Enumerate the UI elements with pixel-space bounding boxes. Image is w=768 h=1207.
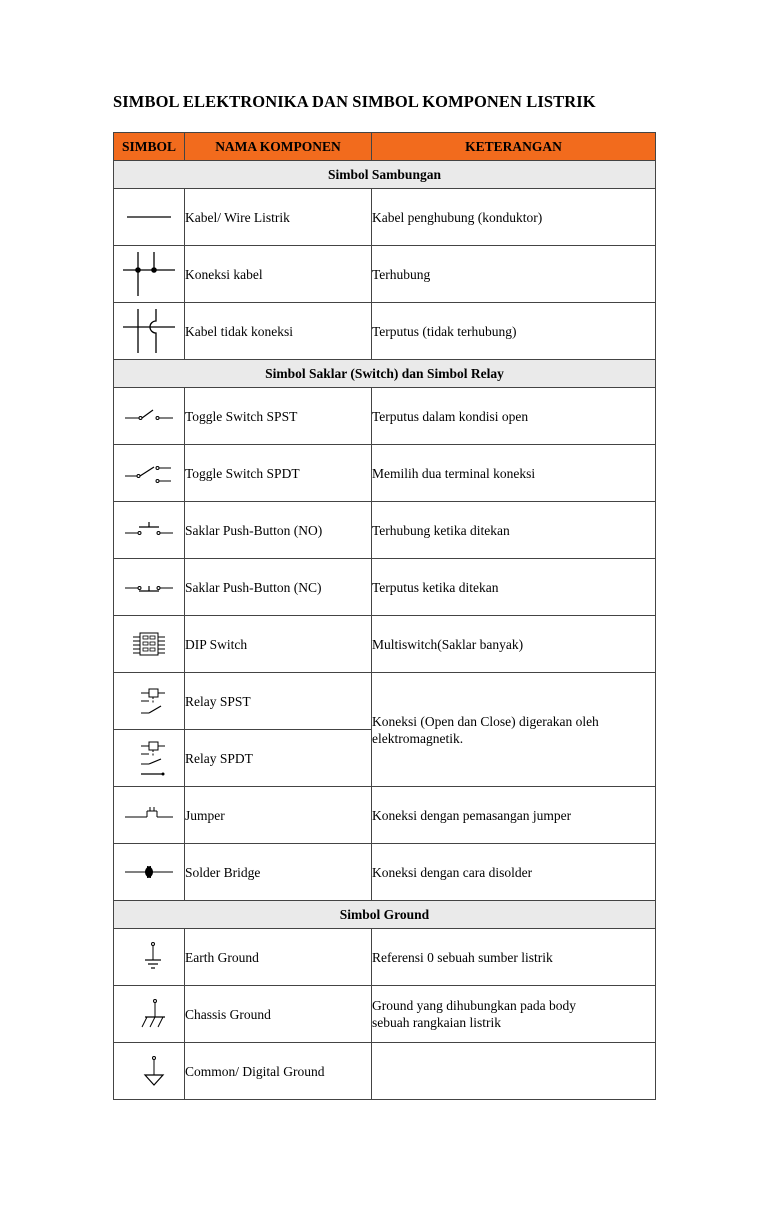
spdt-switch-icon [119, 448, 179, 498]
component-name: DIP Switch [185, 616, 372, 673]
section-row [114, 161, 656, 189]
header-symbol: SIMBOL [114, 133, 185, 161]
wire-crossover-icon [119, 306, 179, 356]
table-row [114, 246, 656, 303]
table-row [114, 189, 656, 246]
chassis-desc-line1: Ground yang dihubungkan pada body [372, 998, 576, 1013]
table-row [114, 388, 656, 445]
table-row [114, 1043, 656, 1100]
table-header-row [114, 133, 656, 161]
earth-ground-icon [119, 932, 179, 982]
component-desc [372, 986, 656, 1043]
table-row [114, 445, 656, 502]
spst-switch-icon [119, 391, 179, 441]
component-desc: Terhubung [372, 246, 656, 303]
component-desc-relay [372, 673, 656, 787]
relay-desc-line2: elektromagnetik. [372, 730, 464, 746]
page-title: SIMBOL ELEKTRONIKA DAN SIMBOL KOMPONEN LISTRIK [113, 92, 596, 111]
table-row [114, 844, 656, 901]
component-desc: Koneksi dengan cara disolder [372, 844, 656, 901]
component-desc: Multiswitch(Saklar banyak) [372, 616, 656, 673]
jumper-icon [119, 790, 179, 840]
component-desc: Terputus ketika ditekan [372, 559, 656, 616]
relay-spst-icon [119, 676, 179, 726]
push-button-nc-icon [119, 562, 179, 612]
relay-desc-line1: Koneksi (Open dan Close) digerakan oleh [372, 713, 599, 729]
wire-junction-icon [119, 249, 179, 299]
section-title-saklar: Simbol Saklar (Switch) dan Simbol Relay [114, 360, 656, 388]
push-button-no-icon [119, 505, 179, 555]
component-name: Relay SPDT [185, 730, 372, 787]
table-row [114, 929, 656, 986]
digital-ground-icon [119, 1046, 179, 1096]
solder-bridge-icon [119, 847, 179, 897]
component-name: Kabel tidak koneksi [185, 303, 372, 360]
component-name: Toggle Switch SPST [185, 388, 372, 445]
component-name: Relay SPST [185, 673, 372, 730]
table-row [114, 986, 656, 1043]
table-row [114, 502, 656, 559]
component-desc: Koneksi dengan pemasangan jumper [372, 787, 656, 844]
component-name: Earth Ground [185, 929, 372, 986]
component-desc: Kabel penghubung (konduktor) [372, 189, 656, 246]
section-row [114, 901, 656, 929]
component-desc: Terputus dalam kondisi open [372, 388, 656, 445]
wire-icon [119, 192, 179, 242]
component-name: Solder Bridge [185, 844, 372, 901]
component-name: Chassis Ground [185, 986, 372, 1043]
table-row [114, 787, 656, 844]
component-name: Kabel/ Wire Listrik [185, 189, 372, 246]
component-name: Koneksi kabel [185, 246, 372, 303]
component-desc: Memilih dua terminal koneksi [372, 445, 656, 502]
dip-switch-icon [119, 619, 179, 669]
component-desc: Referensi 0 sebuah sumber listrik [372, 929, 656, 986]
table-row [114, 559, 656, 616]
component-name: Toggle Switch SPDT [185, 445, 372, 502]
table-row [114, 616, 656, 673]
header-description: KETERANGAN [372, 133, 656, 161]
component-name: Common/ Digital Ground [185, 1043, 372, 1100]
component-name: Saklar Push-Button (NO) [185, 502, 372, 559]
table-row [114, 673, 656, 730]
component-desc: Terhubung ketika ditekan [372, 502, 656, 559]
component-name: Jumper [185, 787, 372, 844]
component-desc: Terputus (tidak terhubung) [372, 303, 656, 360]
relay-spdt-icon [119, 733, 179, 783]
component-name: Saklar Push-Button (NC) [185, 559, 372, 616]
section-row [114, 360, 656, 388]
header-name: NAMA KOMPONEN [185, 133, 372, 161]
component-desc [372, 1043, 656, 1100]
chassis-desc-line2: sebuah rangkaian listrik [372, 1015, 501, 1030]
section-title-sambungan: Simbol Sambungan [114, 161, 656, 189]
chassis-ground-icon [119, 989, 179, 1039]
table-row [114, 303, 656, 360]
symbol-table [113, 132, 656, 1100]
section-title-ground: Simbol Ground [114, 901, 656, 929]
